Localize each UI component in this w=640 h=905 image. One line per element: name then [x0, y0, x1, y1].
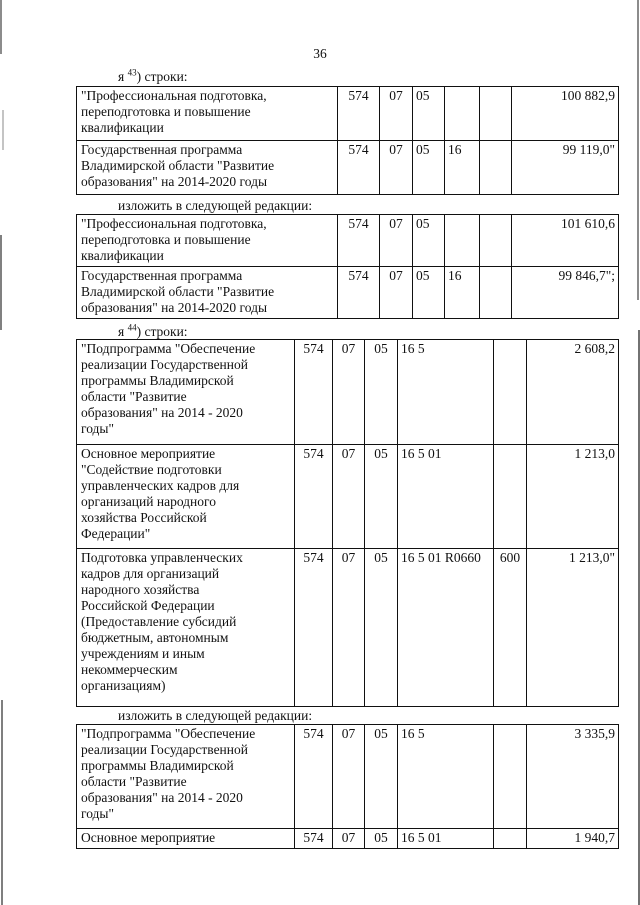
cell-csr: 16	[445, 267, 480, 319]
cell-pr: 05	[365, 725, 398, 829]
cell-rz: 07	[333, 445, 365, 549]
cell-amount: 99 119,0"	[512, 141, 619, 195]
cell-code: 574	[338, 215, 380, 267]
cell-pr: 05	[413, 87, 445, 141]
cell-pr: 05	[413, 141, 445, 195]
row-name: Подготовка управленческих кадров для организаций народного хозяйства Российской Федерации (Предоставление субсидий бюджетным, автономным учреждениям и иным некоммерческим организациям)	[77, 549, 295, 707]
cell-pr: 05	[365, 340, 398, 445]
cell-amount: 100 882,9	[512, 87, 619, 141]
cell-code: 574	[295, 549, 333, 707]
cell-amount: 3 335,9	[527, 725, 619, 829]
cell-csr: 16 5	[398, 725, 494, 829]
cell-code: 574	[295, 445, 333, 549]
row-name: "Профессиональная подготовка, переподготовка и повышение квалификации	[77, 87, 338, 141]
cell-pr: 05	[365, 549, 398, 707]
cell-rz: 07	[380, 141, 413, 195]
page-number: 36	[313, 46, 327, 61]
cell-pr: 05	[365, 445, 398, 549]
cell-code: 574	[338, 87, 380, 141]
cell-code: 574	[338, 141, 380, 195]
row-name: "Профессиональная подготовка, переподготовка и повышение квалификации	[77, 215, 338, 267]
footnote-marker: 44	[127, 322, 137, 333]
cell-amount: 99 846,7";	[512, 267, 619, 319]
row-name: "Подпрограмма "Обеспечение реализации Государственной программы Владимирской области "Развитие образования" на 2014 - 2020 годы"	[77, 340, 295, 445]
section-label-suffix: ) строки:	[136, 69, 188, 84]
cell-rz: 07	[380, 215, 413, 267]
cell-code: 574	[295, 340, 333, 445]
row-name: Основное мероприятие "Содействие подготовки управленческих кадров для организаций народного хозяйства Российской Федерации"	[77, 445, 295, 549]
cell-pr: 05	[365, 829, 398, 849]
row-name: Государственная программа Владимирской области "Развитие образования" на 2014-2020 годы	[77, 267, 338, 319]
footnote-marker: 43	[127, 67, 137, 78]
cell-rz: 07	[380, 87, 413, 141]
cell-rz: 07	[380, 267, 413, 319]
section-label-prefix: я	[118, 69, 125, 84]
cell-amount: 101 610,6	[512, 215, 619, 267]
cell-amount: 2 608,2	[527, 340, 619, 445]
section-label-new-edition: изложить в следующей редакции:	[118, 198, 313, 213]
cell-pr: 05	[413, 215, 445, 267]
section-label-prefix: я	[118, 324, 125, 339]
cell-csr: 16 5	[398, 340, 494, 445]
cell-rz: 07	[333, 829, 365, 849]
cell-amount: 1 213,0"	[527, 549, 619, 707]
cell-rz: 07	[333, 549, 365, 707]
row-name: Государственная программа Владимирской области "Развитие образования" на 2014-2020 годы	[77, 141, 338, 195]
section-label-new-edition: изложить в следующей редакции:	[118, 708, 313, 723]
cell-code: 574	[295, 725, 333, 829]
cell-csr: 16 5 01	[398, 829, 494, 849]
row-name: Основное мероприятие	[77, 829, 295, 849]
row-name: "Подпрограмма "Обеспечение реализации Государственной программы Владимирской области "Развитие образования" на 2014 - 2020 годы"	[77, 725, 295, 829]
cell-code: 574	[338, 267, 380, 319]
cell-code: 574	[295, 829, 333, 849]
cell-csr: 16 5 01 R0660	[398, 549, 494, 707]
cell-csr: 16	[445, 141, 480, 195]
section-label-suffix: ) строки:	[136, 324, 188, 339]
cell-csr: 16 5 01	[398, 445, 494, 549]
cell-amount: 1 940,7	[527, 829, 619, 849]
cell-amount: 1 213,0	[527, 445, 619, 549]
cell-rz: 07	[333, 725, 365, 829]
cell-pr: 05	[413, 267, 445, 319]
cell-rz: 07	[333, 340, 365, 445]
cell-vr: 600	[494, 549, 527, 707]
